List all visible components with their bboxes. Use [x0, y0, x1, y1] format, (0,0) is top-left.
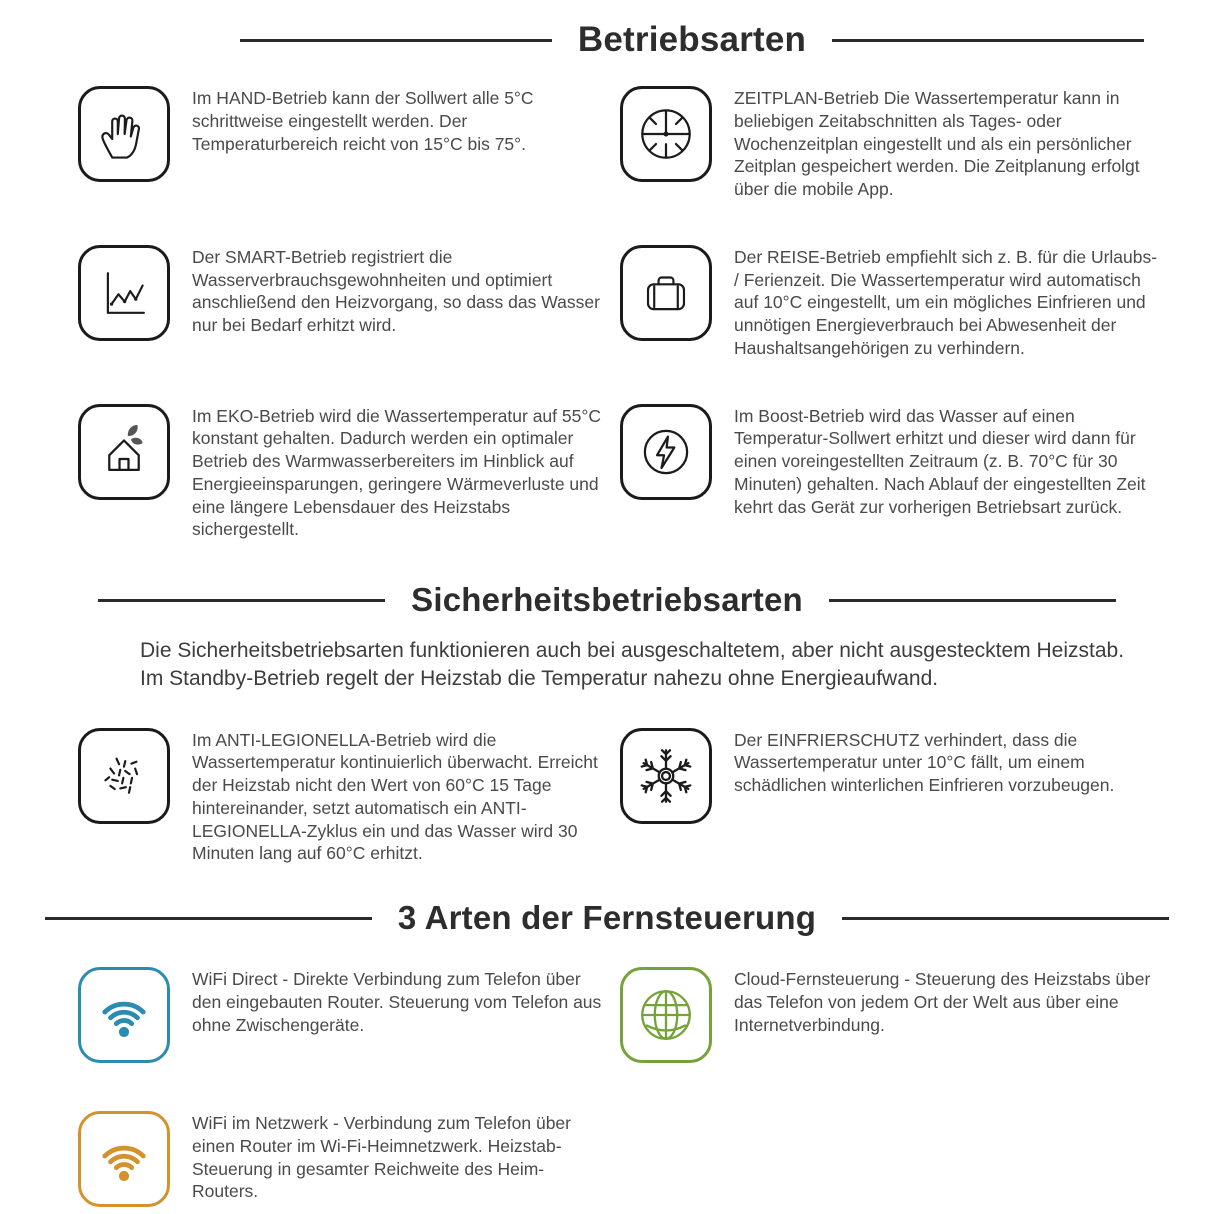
divider-line — [842, 917, 1169, 920]
section-header-betriebsarten — [0, 0, 1214, 60]
modes-grid — [0, 86, 1214, 541]
wifi-network-icon — [78, 1111, 170, 1207]
section-title-fernsteuerung: 3 Arten der Fernsteuerung — [397, 899, 817, 937]
mode-text-reise: Der REISE-Betrieb empfiehlt sich z. B. für die Urlaubs- / Ferienzeit. Die Wassertemperatur wird automatisch auf 10°C eingestellt, um ein mögliches Einfrieren und unnötigen Energieverbrauch bei Abwesenheit der Haushaltsangehörigen zu verhindern. — [734, 246, 1158, 358]
clock-icon — [620, 86, 712, 182]
safety-grid — [0, 728, 1214, 866]
remote-text-cloud: Cloud-Fernsteuerung - Steuerung des Heizstabs über das Telefon von jedem Ort der Welt aus über eine Internetverbindung. — [734, 969, 1151, 1035]
safety-text-einfrierschutz: Der EINFRIERSCHUTZ verhindert, dass die Wassertemperatur unter 10°C fällt, um einem schädlichen winterlichen Einfrieren vorzubeugen. — [734, 729, 1115, 796]
boost-lightning-icon — [620, 404, 712, 500]
snowflake-icon — [620, 728, 712, 824]
suitcase-icon — [620, 245, 712, 341]
divider-line — [832, 39, 1144, 42]
mode-text-boost: Im Boost-Betrieb wird das Wasser auf einen Temperatur-Sollwert erhitzt und dieser wird dann für einen voreingestellten Zeitraum (z. B. 70°C für 30 Minuten) gehalten. Nach Ablauf der eingestellten Zeit kehrt das Gerät zur vorherigen Betriebsart zurück. — [734, 405, 1146, 517]
section-title-sicherheitsbetriebsarten: Sicherheitsbetriebsarten — [411, 581, 803, 618]
divider-line — [45, 917, 372, 920]
remote-item-wifi-direct — [78, 967, 620, 1063]
safety-item-einfrierschutz — [620, 728, 1214, 824]
mode-item-hand — [78, 86, 620, 182]
mode-text-eko: Im EKO-Betrieb wird die Wassertemperatur auf 55°C konstant gehalten. Dadurch werden ein optimaler Betrieb des Warmwasserbereiters im Hinblick auf Energieeinsparungen, geringere Wärmeverluste und eine längere Lebensdauer des Heizstabs sichergestellt. — [192, 405, 601, 540]
remote-grid — [0, 967, 1214, 1207]
mode-item-boost — [620, 404, 1214, 519]
safety-text-anti-legionella: Im ANTI-LEGIONELLA-Betrieb wird die Wassertemperatur kontinuierlich überwacht. Erreicht der Heizstab nicht den Wert von 60°C 15 Tage hintereinander, setzt automatisch ein ANTI-LEGIONELLA-Zyklus ein und das Wasser wird 30 Minuten lang auf 60°C erhitzt. — [192, 729, 598, 864]
section-header-fernsteuerung — [0, 899, 1214, 937]
remote-item-wifi-network — [78, 1111, 620, 1207]
globe-icon — [620, 967, 712, 1063]
hand-icon — [78, 86, 170, 182]
section-header-sicherheitsbetriebsarten — [0, 581, 1214, 619]
bacteria-icon — [78, 728, 170, 824]
chart-icon — [78, 245, 170, 341]
mode-item-zeitplan — [620, 86, 1214, 201]
mode-item-eko — [78, 404, 620, 542]
remote-text-wifi-network: WiFi im Netzwerk - Verbindung zum Telefon über einen Router im Wi-Fi-Heimnetzwerk. Heizstab-Steuerung in gesamter Reichweite des Heim-Routers. — [192, 1113, 571, 1202]
mode-item-smart — [78, 245, 620, 341]
remote-text-wifi-direct: WiFi Direct - Direkte Verbindung zum Telefon über den eingebauten Router. Steuerung vom Telefon aus ohne Zwischengeräte. — [192, 969, 602, 1035]
eco-house-icon — [78, 404, 170, 500]
divider-line — [98, 599, 385, 602]
safety-item-anti-legionella — [78, 728, 620, 866]
remote-item-cloud — [620, 967, 1214, 1063]
safety-intro-text: Die Sicherheitsbetriebsarten funktionieren auch bei ausgeschaltetem, aber nicht ausgestecktem Heizstab. Im Standby-Betrieb regelt der Heizstab die Temperatur nahezu ohne Energieaufwand. — [140, 639, 1125, 691]
divider-line — [240, 39, 552, 42]
mode-item-reise — [620, 245, 1214, 360]
divider-line — [829, 599, 1116, 602]
mode-text-hand: Im HAND-Betrieb kann der Sollwert alle 5°C schrittweise eingestellt werden. Der Temperaturbereich reicht von 15°C bis 75°. — [192, 88, 534, 154]
section-title-betriebsarten: Betriebsarten — [577, 20, 807, 59]
wifi-direct-icon — [78, 967, 170, 1063]
mode-text-zeitplan: ZEITPLAN-Betrieb Die Wassertemperatur kann in beliebigen Zeitabschnitten als Tages- oder Wochenzeitplan eingestellt und als ein persönlicher Zeitplan gespeichert werden. Die Zeitplanung erfolgt über die mobile App. — [734, 88, 1140, 199]
mode-text-smart: Der SMART-Betrieb registriert die Wasserverbrauchsgewohnheiten und optimiert anschließend den Heizvorgang, so dass das Wasser nur bei Bedarf erhitzt wird. — [192, 246, 600, 335]
